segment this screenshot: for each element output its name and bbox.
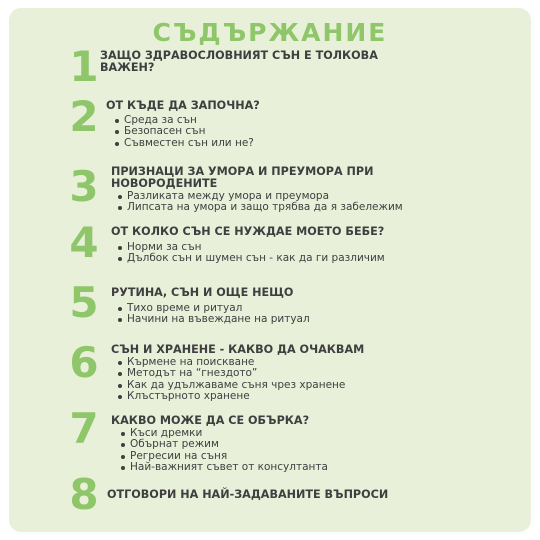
list-item: Среда за сън bbox=[114, 115, 254, 126]
entry-items bbox=[114, 115, 254, 149]
list-item: Липсата на умора и защо трябва да я забележим bbox=[117, 202, 403, 213]
list-item: Методът на “гнездото” bbox=[117, 368, 345, 379]
list-item: Регресии на съня bbox=[120, 451, 328, 462]
entry-heading: КАКВО МОЖЕ ДА СЕ ОБЪРКА? bbox=[111, 414, 310, 427]
list-item: Разликата между умора и преумора bbox=[117, 191, 403, 202]
entry-number: 2 bbox=[69, 92, 99, 141]
entry-items bbox=[117, 303, 310, 326]
entry-heading: ПРИЗНАЦИ ЗА УМОРА И ПРЕУМОРА ПРИ НОВОРОДЕНИТЕ bbox=[111, 165, 374, 190]
entry-items bbox=[117, 191, 403, 214]
list-item: Съвместен сън или не? bbox=[114, 138, 254, 149]
list-item: Къси дремки bbox=[120, 428, 328, 439]
list-item: Норми за сън bbox=[117, 242, 385, 253]
entry-heading: ОТ КЪДЕ ДА ЗАПОЧНА? bbox=[106, 99, 260, 112]
entry-heading: ОТ КОЛКО СЪН СЕ НУЖДАЕ МОЕТО БЕБЕ? bbox=[111, 225, 385, 238]
list-item: Най-важният съвет от консултанта bbox=[120, 462, 328, 473]
entry-heading: ЗАЩО ЗДРАВОСЛОВНИЯТ СЪН Е ТОЛКОВА ВАЖЕН? bbox=[100, 49, 378, 74]
page-title: СЪДЪРЖАНИЕ bbox=[152, 18, 388, 47]
list-item: Начини на въвеждане на ритуал bbox=[117, 314, 310, 325]
entry-number: 8 bbox=[69, 470, 99, 519]
list-item: Тихо време и ритуал bbox=[117, 303, 310, 314]
entry-number: 7 bbox=[69, 404, 99, 453]
list-item: Кърмене на поискване bbox=[117, 357, 345, 368]
entry-items bbox=[117, 357, 345, 402]
entry-number: 4 bbox=[69, 218, 99, 267]
entry-number: 6 bbox=[69, 338, 99, 387]
entry-number: 3 bbox=[69, 162, 99, 211]
entry-heading: СЪН И ХРАНЕНЕ - КАКВО ДА ОЧАКВАМ bbox=[111, 343, 365, 356]
entry-items bbox=[117, 242, 385, 265]
list-item: Безопасен сън bbox=[114, 126, 254, 137]
list-item: Дълбок сън и шумен сън - как да ги различим bbox=[117, 253, 385, 264]
entry-heading: ОТГОВОРИ НА НАЙ-ЗАДАВАНИТЕ ВЪПРОСИ bbox=[107, 488, 389, 501]
entry-number: 1 bbox=[69, 42, 99, 91]
entry-items bbox=[120, 428, 328, 473]
entry-heading: РУТИНА, СЪН И ОЩЕ НЕЩО bbox=[111, 286, 294, 299]
list-item: Как да удължаваме съня чрез хранене bbox=[117, 380, 345, 391]
list-item: Обърнат режим bbox=[120, 439, 328, 450]
entry-number: 5 bbox=[69, 278, 99, 327]
list-item: Клъстърното хранене bbox=[117, 391, 345, 402]
